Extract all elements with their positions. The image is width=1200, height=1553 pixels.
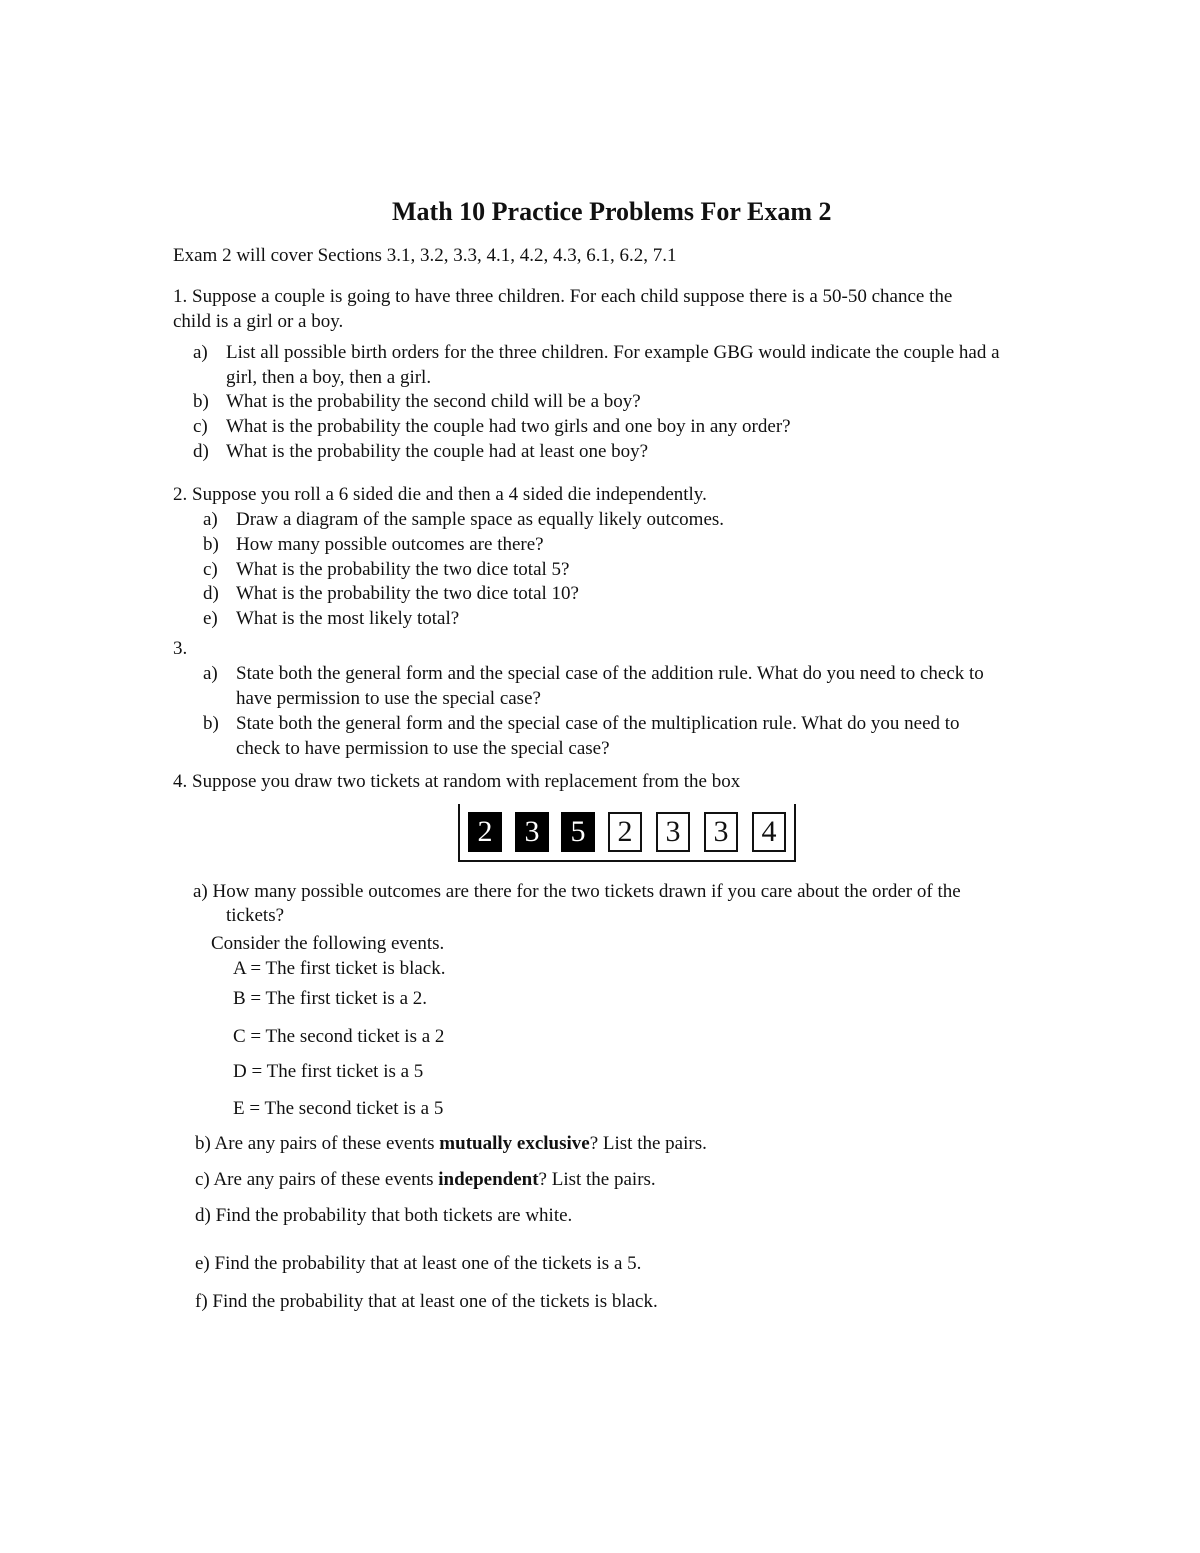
problem-2b-text: How many possible outcomes are there? [236, 534, 544, 555]
problem-1b-text: What is the probability the second child will be a boy? [226, 391, 641, 412]
problem-3a-line-1: State both the general form and the special case of the addition rule. What do you need to check to [236, 663, 984, 684]
problem-4c-bold: independent [438, 1169, 539, 1190]
consider-events-text: Consider the following events. [211, 933, 445, 954]
problem-4b-text [195, 1132, 707, 1156]
ticket-1: 2 [468, 812, 502, 852]
problem-4d-text: d) Find the probability that both tickets are white. [195, 1205, 573, 1226]
problem-2e-label: e) [203, 608, 218, 629]
problem-2b-label: b) [203, 534, 219, 555]
problem-1a-label: a) [193, 342, 208, 363]
exam-coverage-text: Exam 2 will cover Sections 3.1, 3.2, 3.3, 4.1, 4.2, 4.3, 6.1, 6.2, 7.1 [173, 245, 677, 266]
problem-4f-text: f) Find the probability that at least one of the tickets is black. [195, 1291, 658, 1312]
problem-4c-text [195, 1168, 656, 1192]
problem-1b-label: b) [193, 391, 209, 412]
ticket-6: 3 [704, 812, 738, 852]
problem-4-line-1: 4. Suppose you draw two tickets at random with replacement from the box [173, 771, 741, 792]
event-d: D = The first ticket is a 5 [233, 1061, 424, 1082]
problem-4b-bold: mutually exclusive [439, 1133, 590, 1154]
problem-3a-label: a) [203, 663, 218, 684]
event-c: C = The second ticket is a 2 [233, 1026, 445, 1047]
ticket-7: 4 [752, 812, 786, 852]
problem-3a-line-2: have permission to use the special case? [236, 688, 541, 709]
problem-1a-line-1: List all possible birth orders for the three children. For example GBG would indicate the couple had a [226, 342, 1000, 363]
problem-4c-post: ? List the pairs. [538, 1169, 656, 1190]
problem-4b-post: ? List the pairs. [589, 1133, 707, 1154]
problem-1d-text: What is the probability the couple had at least one boy? [226, 441, 649, 462]
problem-2e-text: What is the most likely total? [236, 608, 460, 629]
problem-2c-label: c) [203, 559, 218, 580]
event-b: B = The first ticket is a 2. [233, 988, 427, 1009]
problem-1-line-2: child is a girl or a boy. [173, 311, 344, 332]
problem-4b-pre: b) Are any pairs of these events [195, 1133, 440, 1154]
page-title: Math 10 Practice Problems For Exam 2 [392, 197, 832, 226]
problem-2-line-1: 2. Suppose you roll a 6 sided die and then a 4 sided die independently. [173, 484, 707, 505]
problem-1a-line-2: girl, then a boy, then a girl. [226, 367, 432, 388]
problem-3b-label: b) [203, 713, 219, 734]
ticket-5: 3 [656, 812, 690, 852]
problem-2a-text: Draw a diagram of the sample space as equally likely outcomes. [236, 509, 725, 530]
problem-2c-text: What is the probability the two dice total 5? [236, 559, 570, 580]
problem-1c-label: c) [193, 416, 208, 437]
problem-4a-line-2: tickets? [226, 905, 285, 926]
problem-1c-text: What is the probability the couple had two girls and one boy in any order? [226, 416, 791, 437]
problem-2d-text: What is the probability the two dice total 10? [236, 583, 579, 604]
problem-3b-line-2: check to have permission to use the special case? [236, 738, 610, 759]
problem-4c-pre: c) Are any pairs of these events [195, 1169, 439, 1190]
event-a: A = The first ticket is black. [233, 958, 446, 979]
event-e: E = The second ticket is a 5 [233, 1098, 444, 1119]
problem-3-number: 3. [173, 638, 188, 659]
problem-1-line-1: 1. Suppose a couple is going to have three children. For each child suppose there is a 50-50 chance the [173, 286, 953, 307]
ticket-4: 2 [608, 812, 642, 852]
problem-1d-label: d) [193, 441, 209, 462]
problem-2a-label: a) [203, 509, 218, 530]
problem-2d-label: d) [203, 583, 219, 604]
ticket-3: 5 [561, 812, 595, 852]
problem-4a-line-1: a) How many possible outcomes are there for the two tickets drawn if you care about the order of the [193, 881, 961, 902]
problem-3b-line-1: State both the general form and the special case of the multiplication rule. What do you need to [236, 713, 960, 734]
ticket-2: 3 [515, 812, 549, 852]
problem-4e-text: e) Find the probability that at least one of the tickets is a 5. [195, 1253, 642, 1274]
